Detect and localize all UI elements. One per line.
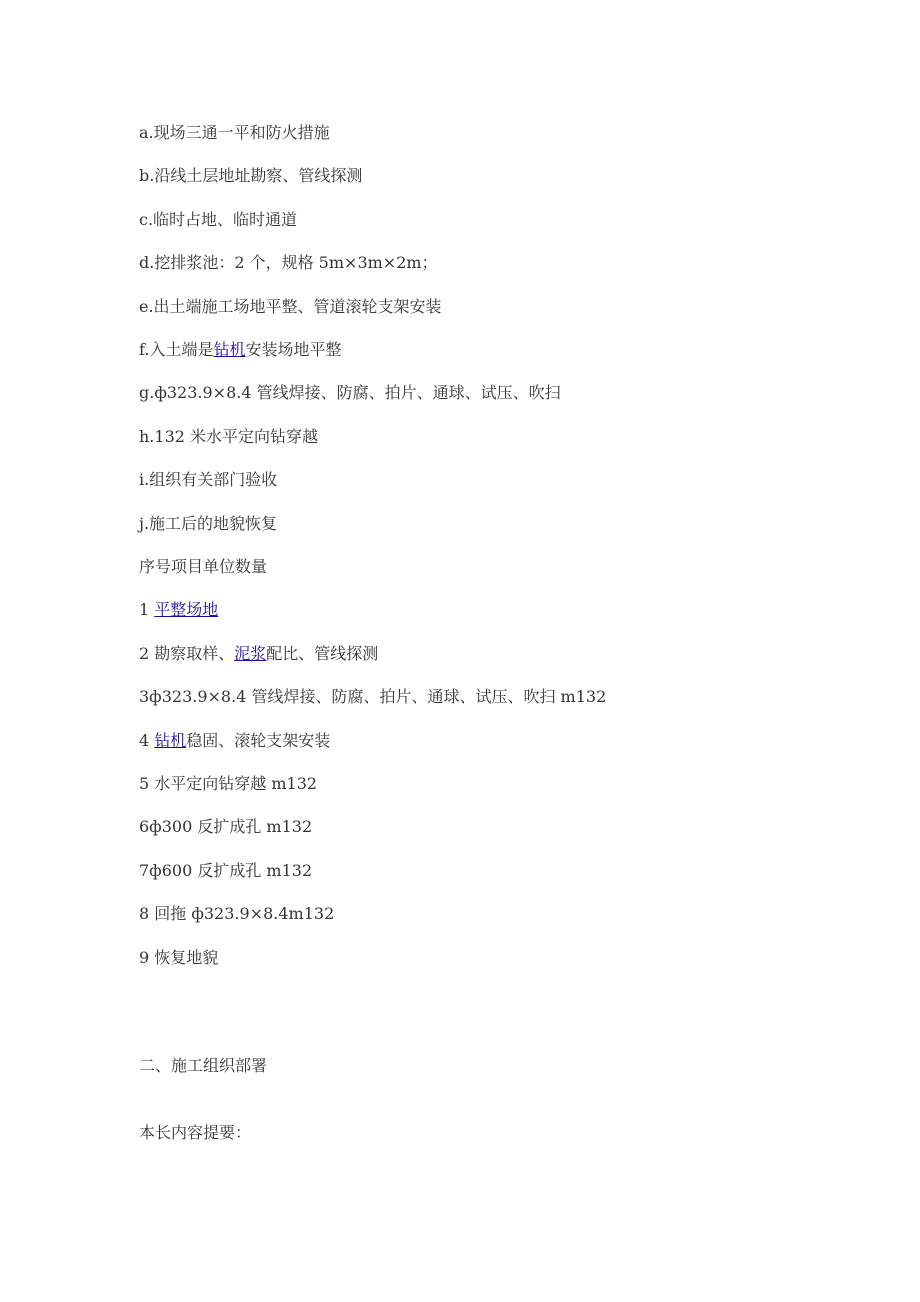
link-drilling-machine[interactable]: 钻机: [213, 340, 246, 359]
item-4: [139, 731, 330, 751]
item-2: [139, 644, 378, 664]
item-4-suffix: 稳固、滚轮支架安装: [186, 731, 331, 750]
item-4-number: 4: [139, 731, 155, 750]
line-a: a.现场三通一平和防火措施: [139, 123, 330, 142]
item-2-suffix: 配比、管线探测: [266, 644, 379, 663]
item-7: 7ф600 反扩成孔 m132: [139, 861, 313, 880]
link-drilling-machine-2[interactable]: 钻机: [154, 731, 187, 750]
line-e: e.出土端施工场地平整、管道滚轮支架安装: [139, 297, 442, 316]
document-page: [139, 0, 839, 1302]
line-d: d.挖排浆池：2 个，规格 5m×3m×2m；: [139, 253, 438, 272]
link-level-site[interactable]: 平整场地: [154, 600, 219, 619]
item-6: 6ф300 反扩成孔 m132: [139, 817, 313, 836]
line-c: c.临时占地、临时通道: [139, 210, 298, 229]
item-1: [139, 600, 218, 620]
item-9: 9 恢复地貌: [139, 948, 219, 967]
line-g: g.ф323.9×8.4 管线焊接、防腐、拍片、通球、试压、吹扫: [139, 383, 561, 402]
item-3: 3ф323.9×8.4 管线焊接、防腐、拍片、通球、试压、吹扫 m132: [139, 687, 607, 706]
table-header-line: 序号项目单位数量: [139, 557, 268, 576]
item-1-number: 1: [139, 600, 155, 619]
item-2-prefix: 2 勘察取样、: [139, 644, 235, 663]
line-f: [139, 340, 341, 360]
section-heading: 二、施工组织部署: [139, 1056, 268, 1075]
item-5: 5 水平定向钻穿越 m132: [139, 774, 318, 793]
line-j: j.施工后的地貌恢复: [139, 514, 278, 533]
line-b: b.沿线土层地址勘察、管线探测: [139, 166, 363, 185]
content-summary-label: 本长内容提要：: [139, 1123, 252, 1142]
line-h: h.132 米水平定向钻穿越: [139, 427, 319, 446]
link-mud[interactable]: 泥浆: [234, 644, 267, 663]
line-f-suffix: 安装场地平整: [245, 340, 342, 359]
item-8: 8 回拖 ф323.9×8.4m132: [139, 904, 335, 923]
line-i: i.组织有关部门验收: [139, 470, 278, 489]
line-f-prefix: f.入土端是: [139, 340, 214, 359]
